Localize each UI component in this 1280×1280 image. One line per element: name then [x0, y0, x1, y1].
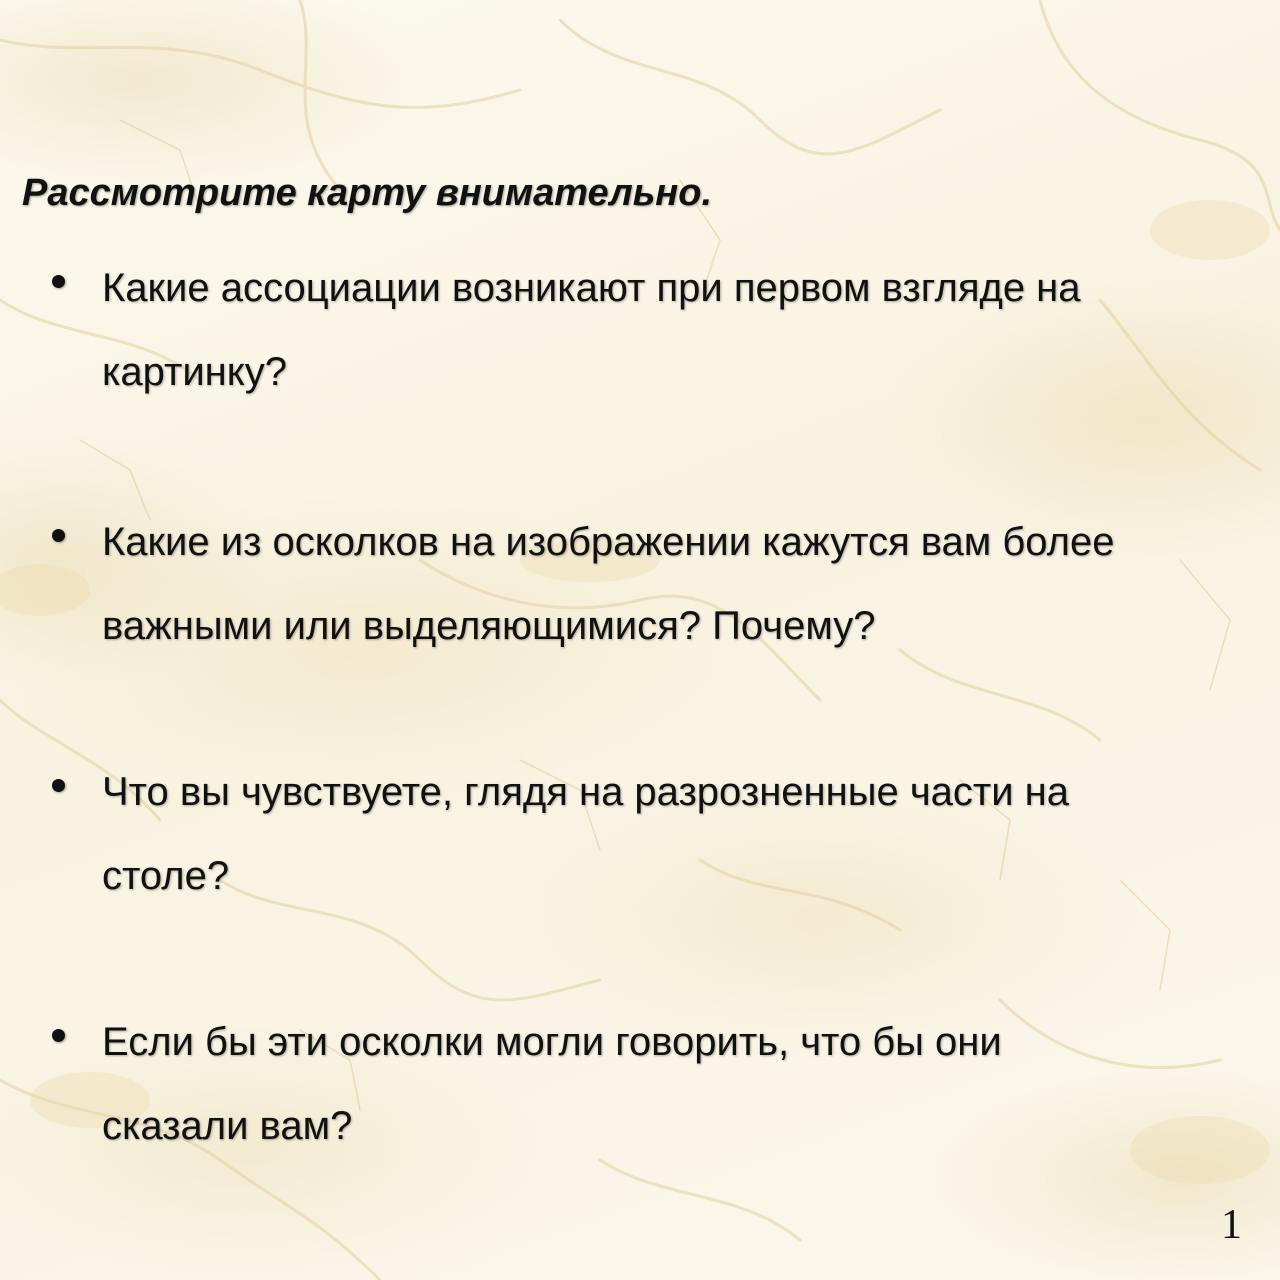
bullet-icon: [52, 1029, 65, 1042]
question-text: Что вы чувствуете, глядя на разрозненные части на столе?: [102, 770, 1070, 898]
page-heading: Рассмотрите карту внимательно.: [22, 172, 713, 214]
question-text: Какие из осколков на изображении кажутся вам более важными или выделяющимися? Почему?: [102, 520, 1115, 648]
question-text: Какие ассоциации возникают при первом взгляде на картинку?: [102, 266, 1081, 394]
page-number: 1: [1221, 1202, 1242, 1248]
bullet-icon: [52, 275, 65, 288]
bullet-icon: [52, 529, 65, 542]
question-text: Если бы эти осколки могли говорить, что бы они сказали вам?: [102, 1020, 1002, 1148]
bullet-icon: [52, 779, 65, 792]
